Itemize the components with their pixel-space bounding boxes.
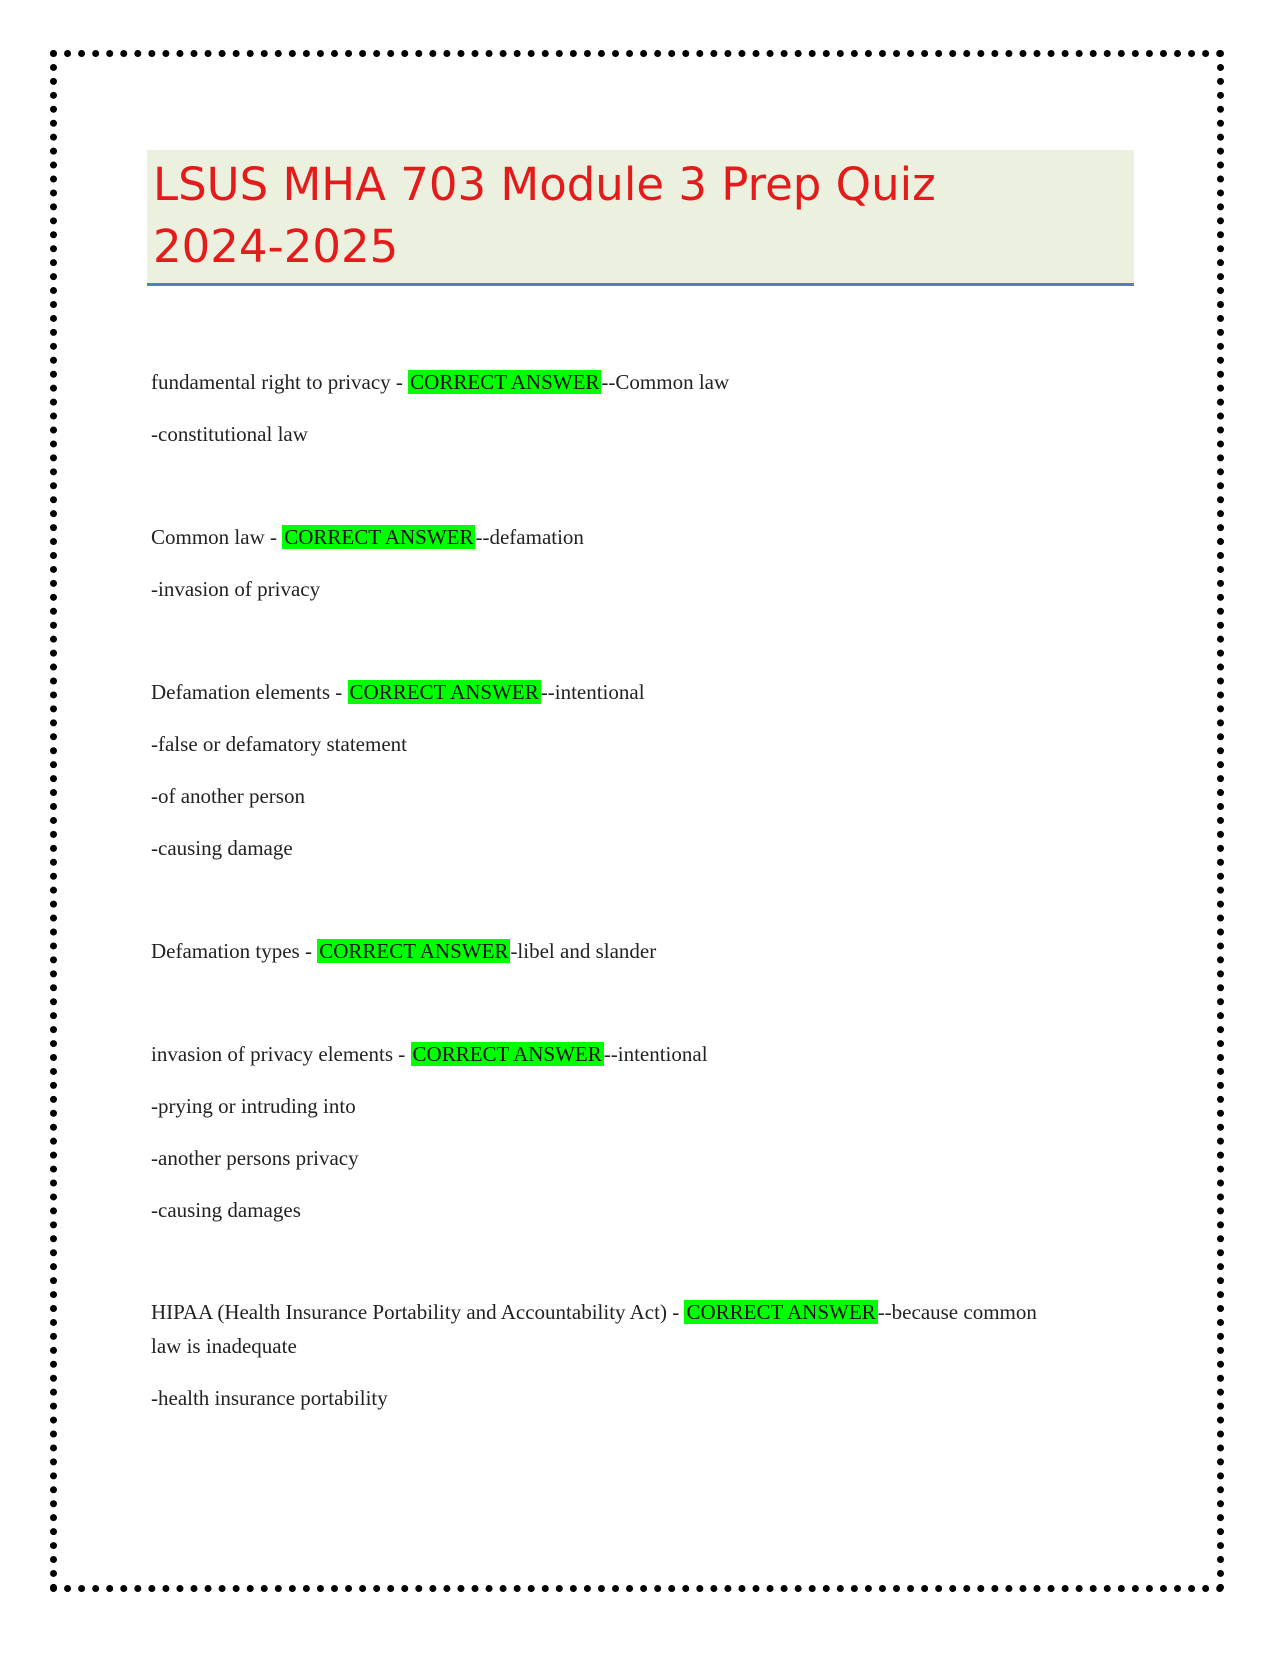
question-text: Defamation elements - [151,680,348,704]
answer-detail-line: -constitutional law [151,422,308,446]
correct-answer-highlight: CORRECT ANSWER [349,680,539,704]
correct-answer-highlight: CORRECT ANSWER [410,370,600,394]
qa-question-line [151,1040,708,1068]
document-title [153,154,1128,278]
answer-detail-line: -causing damages [151,1198,301,1222]
qa-question-line [151,678,645,706]
answer-wrap-line: law is inadequate [151,1334,297,1358]
answer-detail-line: -of another person [151,784,305,808]
answer-text: --because common [877,1300,1037,1324]
answer-text: --Common law [601,370,730,394]
answer-detail-line: -false or defamatory statement [151,732,407,756]
qa-question-line [151,1298,1037,1326]
question-text: HIPAA (Health Insurance Portability and Accountability Act) - [151,1300,685,1324]
answer-detail-line: -health insurance portability [151,1386,388,1410]
answer-text: --defamation [475,525,584,549]
answer-text: -libel and slander [510,939,657,963]
answer-detail-line: -another persons privacy [151,1146,359,1170]
question-text: fundamental right to privacy - [151,370,409,394]
title-box [147,150,1134,286]
correct-answer-highlight: CORRECT ANSWER [284,525,474,549]
question-text: Defamation types - [151,939,318,963]
correct-answer-highlight: CORRECT ANSWER [412,1042,602,1066]
qa-question-line [151,368,729,396]
qa-question-line [151,523,584,551]
answer-text: --intentional [603,1042,708,1066]
answer-detail-line: -prying or intruding into [151,1094,356,1118]
correct-answer-highlight: CORRECT ANSWER [686,1300,876,1324]
answer-detail-line: -invasion of privacy [151,577,321,601]
qa-question-line [151,937,656,965]
answer-detail-line: -causing damage [151,836,293,860]
title-line-1: LSUS MHA 703 Module 3 Prep Quiz [153,158,936,211]
question-text: invasion of privacy elements - [151,1042,411,1066]
answer-text: --intentional [540,680,645,704]
correct-answer-highlight: CORRECT ANSWER [319,939,509,963]
title-line-2: 2024-2025 [153,220,399,273]
question-text: Common law - [151,525,283,549]
